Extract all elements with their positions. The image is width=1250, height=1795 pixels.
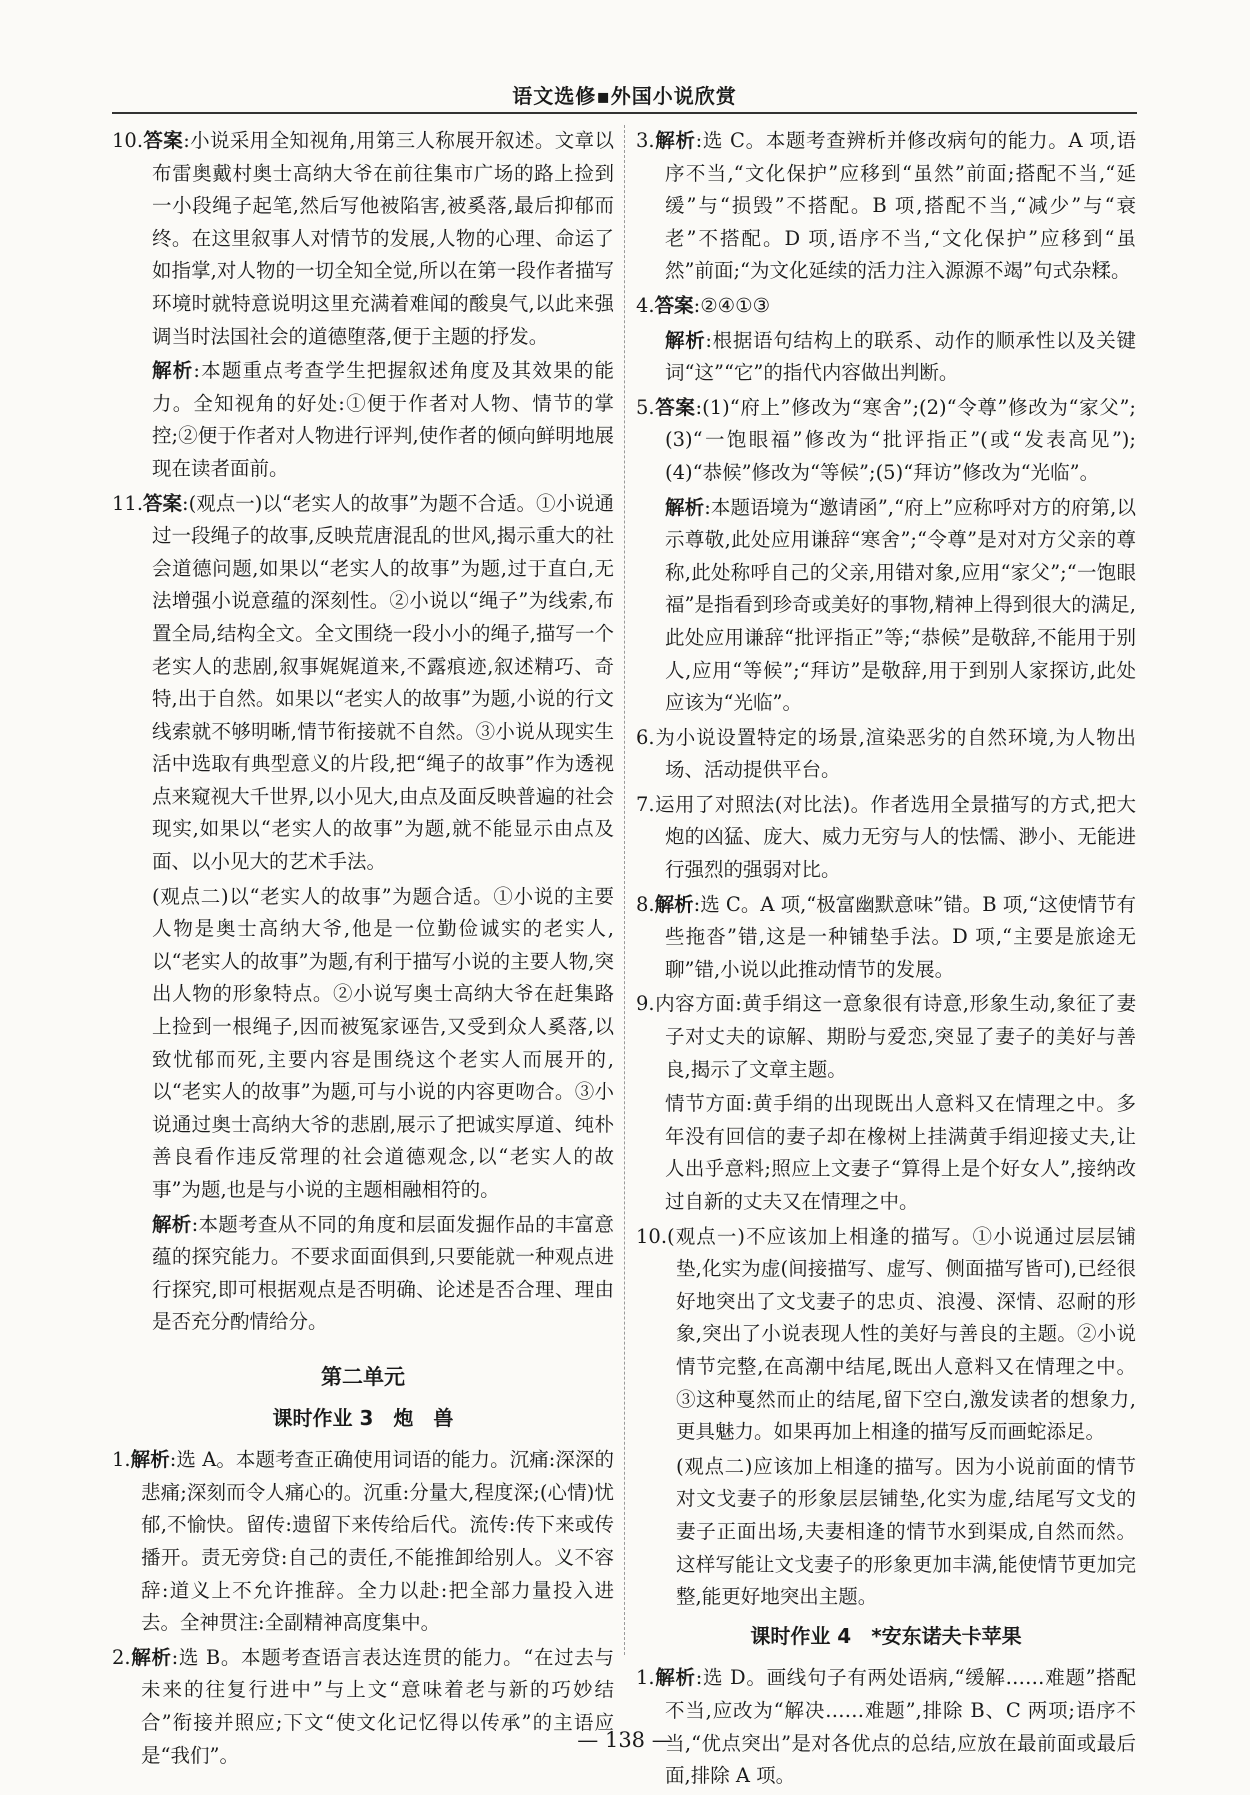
question-number: 9. [636, 992, 655, 1016]
unit-title: 第二单元 [321, 1364, 405, 1389]
right-column [636, 125, 1136, 1795]
answer-label: 答案 [654, 395, 696, 419]
analysis-text: :本题考查从不同的角度和层面发掘作品的丰富意蕴的探究能力。不要求面面俱到,只要能就一种观点进行探究,即可根据观点是否明确、论述是否合理、理由是否充分酌情给分。 [152, 1212, 614, 1334]
answer-text: 运用了对照法(对比法)。作者选用全景描写的方式,把大炮的凶猛、庞大、威力无穷与人的怯懦、渺小、无能进行强烈的强弱对比。 [654, 792, 1136, 882]
question-number: 10. [112, 129, 144, 152]
analysis-label: 解析 [665, 328, 706, 352]
lesson3-question-2 [112, 1642, 614, 1772]
question-number: 1. [112, 1448, 131, 1472]
analysis-label: 解析 [665, 495, 705, 519]
answer-text: :小说采用全知视角,用第三人称展开叙述。文章以布雷奥戴村奥士高纳大爷在前往集市广场的路上捡到一小段绳子起笔,然后写他被陷害,被奚落,最后抑郁而终。在这里叙事人对情节的发展,人物的心理、命运了如指掌,对人物的一切全知全觉,所以在第一段作者描写环境时就特意说明这里充满着难闻的酸臭气,以此来强调当时法国社会的道德堕落,便于主题的抒发。 [152, 129, 614, 348]
lesson3-question-10-part2: (观点二)应该加上相逢的描写。因为小说前面的情节对文戈妻子的形象层层铺垫,化实为虚,结尾写文戈的妻子正面出场,夫妻相逢的情节水到渠成,自然而然。这样写能让文戈妻子的形象更加丰满,能使情节更加完整,能更好地突出主题。 [676, 1454, 1136, 1609]
lesson3-question-9 [636, 988, 1136, 1086]
question-number: 10. [636, 1224, 668, 1248]
answer-text: :(观点一)以“老实人的故事”为题不合适。①小说通过一段绳子的故事,反映荒唐混乱的世风,揭示重大的社会道德问题,如果以“老实人的故事”为题,过于直白,无法增强小说意蕴的深刻性。②小说以“绳子”为线索,布置全局,结构全文。全文围绕一段小小的绳子,描写一个老实人的悲剧,叙事娓娓道来,不露痕迹,叙述精巧、奇特,出于自然。如果以“老实人的故事”为题,小说的行文线索就不够明晰,情节衔接就不自然。③小说从现实生活中选取有典型意义的片段,把“绳子的故事”作为透视点来窥视大千世界,以小见大,由点及面反映普遍的社会现实,如果以“老实人的故事”为题,就不能显示由点及面、以小见大的艺术手法。 [152, 491, 614, 874]
question-11 [112, 488, 614, 879]
analysis-text: :本题语境为“邀请函”,“府上”应称呼对方的府第,以示尊敬,此处应用谦辞“寒舍”;“令尊”是对对方父亲的尊称,此处称呼自己的父亲,用错对象,应用“家父”;“一饱眼福”是指看到珍奇或美好的事物,精神上得到很大的满足,此处应用谦辞“批评指正”等;“恭候”是敬辞,不能用于别人,应用“等候”;“拜访”是敬辞,用于到别人家探访,此处应该为“光临”。 [665, 495, 1136, 715]
question-11-analysis [112, 1209, 614, 1339]
answer-text: (观点一)不应该加上相逢的描写。①小说通过层层铺垫,化实为虚(间接描写、虚写、侧面描写皆可),已经很好地突出了文戈妻子的忠贞、浪漫、深情、忍耐的形象,突出了小说表现人性的美好与善良的主题。②小说情节完整,在高潮中结尾,既出人意料又在情理之中。③这种戛然而止的结尾,留下空白,激发读者的想象力,更具魅力。如果再加上相逢的描写反而画蛇添足。 [667, 1224, 1136, 1444]
lesson3-question-10 [636, 1221, 1136, 1449]
answer-text: 内容方面:黄手绢这一意象很有诗意,形象生动,象征了妻子对丈夫的谅解、期盼与爱恋,突显了妻子的美好与善良,揭示了文章主题。 [654, 992, 1136, 1081]
answer-label: 答案 [143, 129, 184, 152]
analysis-text: :根据语句结构上的联系、动作的顺承性以及关键词“这”“它”的指代内容做出判断。 [665, 328, 1136, 385]
question-number: 7. [636, 792, 655, 816]
column-divider [624, 125, 625, 1655]
page-number: — 138 — [577, 1728, 673, 1752]
analysis-text: :选 D。画线句子有两处语病,“缓解……难题”搭配不当,应改为“解决……难题”,排除 B、C 两项;语序不当,“优点突出”是对各优点的总结,应放在最前面或最后面,排除 A 项。 [665, 1666, 1136, 1788]
lesson3-question-6 [636, 722, 1136, 787]
analysis-label: 解析 [654, 129, 696, 152]
analysis-label: 解析 [654, 892, 694, 916]
question-number: 11. [112, 491, 144, 515]
analysis-text: :选 B。本题考查语言表达连贯的能力。“在过去与未来的往复行进中”与上文“意味着老与新的巧妙结合”衔接并照应;下文“使文化记忆得以传承”的主语应是“我们”。 [141, 1645, 614, 1767]
answer-text: :②④①③ [693, 293, 771, 317]
analysis-text: :选 C。本题考查辨析并修改病句的能力。A 项,语序不当,“文化保护”应移到“虽然”前面;搭配不当,“延缓”与“损毁”不搭配。B 项,搭配不当,“减少”与“衰老”不搭配。D 项,语序不当,“文化保护”应移到“虽然”前面;“为文化延续的活力注入源源不竭”句式杂糅。 [665, 129, 1136, 283]
lesson3-question-4 [636, 290, 1136, 323]
answer-label: 答案 [654, 293, 694, 317]
lesson3-question-3 [636, 125, 1136, 288]
analysis-text: :选 A。本题考查正确使用词语的能力。沉痛:深深的悲痛;深刻而令人痛心的。沉重:分量大,程度深;(心情)忧郁,不愉快。留传:遗留下来传给后代。流传:传下来或传播开。责无旁贷:自己的责任,不能推卸给别人。义不容辞:道义上不允许推辞。全力以赴:把全部力量投入进去。全神贯注:全副精神高度集中。 [141, 1448, 614, 1635]
header-title: 语文选修▪外国小说欣赏 [512, 84, 737, 108]
lesson3-question-1 [112, 1444, 614, 1640]
analysis-label: 解析 [130, 1448, 170, 1472]
lesson3-question-8 [636, 889, 1136, 987]
question-number: 6. [636, 725, 655, 749]
question-10-analysis [112, 355, 614, 485]
lesson3-question-5 [636, 392, 1136, 490]
analysis-text: :选 C。A 项,“极富幽默意味”错。B 项,“这使情节有些拖沓”错,这是一种铺垫手法。D 项,“主要是旅途无聊”错,小说以此推动情节的发展。 [665, 892, 1136, 981]
running-header [112, 80, 1137, 114]
answer-text: :(1)“府上”修改为“寒舍”;(2)“令尊”修改为“家父”;(3)“一饱眼福”修改为“批评指正”(或“发表高见”);(4)“恭候”修改为“等候”;(5)“拜访”修改为“光临”。 [665, 395, 1136, 484]
question-number: 3. [636, 129, 655, 152]
question-11-view2: (观点二)以“老实人的故事”为题合适。①小说的主要人物是奥士高纳大爷,他是一位勤俭诚实的老实人,以“老实人的故事”为题,有利于描写小说的主要人物,突出人物的形象特点。②小说写奥士高纳大爷在赶集路上捡到一根绳子,因而被冤家诬告,又受到众人奚落,以致忧郁而死,主要内容是围绕这个老实人而展开的,以“老实人的故事”为题,可与小说的内容更吻合。③小说通过奥士高纳大爷的悲剧,展示了把诚实厚道、纯朴善良看作违反常理的社会道德观念,以“老实人的故事”为题,也是与小说的主题相融相符的。 [152, 884, 614, 1201]
analysis-text: :本题重点考查学生把握叙述角度及其效果的能力。全知视角的好处:①便于作者对人物、情节的掌控;②便于作者对人物进行评判,使作者的倾向鲜明地展现在读者面前。 [152, 359, 614, 480]
lesson3-question-4-analysis [636, 325, 1136, 390]
lesson-4-title: 课时作业 4 *安东诺夫卡苹果 [750, 1623, 1022, 1648]
lesson3-question-9-part2: 情节方面:黄手绢的出现既出人意料又在情理之中。多年没有回信的妻子却在橡树上挂满黄手绢迎接丈夫,让人出乎意料;照应上文妻子“算得上是个好女人”,接纳改过自新的丈夫又在情理之中。 [665, 1092, 1136, 1213]
question-number: 5. [636, 395, 655, 419]
question-number: 2. [112, 1645, 131, 1669]
analysis-label: 解析 [654, 1666, 696, 1690]
answer-text: 为小说设置特定的场景,渲染恶劣的自然环境,为人物出场、活动提供平台。 [654, 725, 1136, 782]
analysis-label: 解析 [152, 1212, 192, 1236]
question-number: 4. [636, 293, 655, 317]
left-column [112, 125, 614, 1774]
analysis-label: 解析 [130, 1645, 172, 1669]
answer-label: 答案 [143, 491, 183, 515]
lesson3-question-5-analysis [636, 492, 1136, 720]
question-10 [112, 125, 614, 353]
analysis-label: 解析 [152, 359, 194, 383]
lesson-3-title: 课时作业 3 炮 兽 [272, 1405, 454, 1430]
question-number: 1. [636, 1666, 655, 1690]
lesson3-question-7 [636, 789, 1136, 887]
question-number: 8. [636, 892, 655, 916]
